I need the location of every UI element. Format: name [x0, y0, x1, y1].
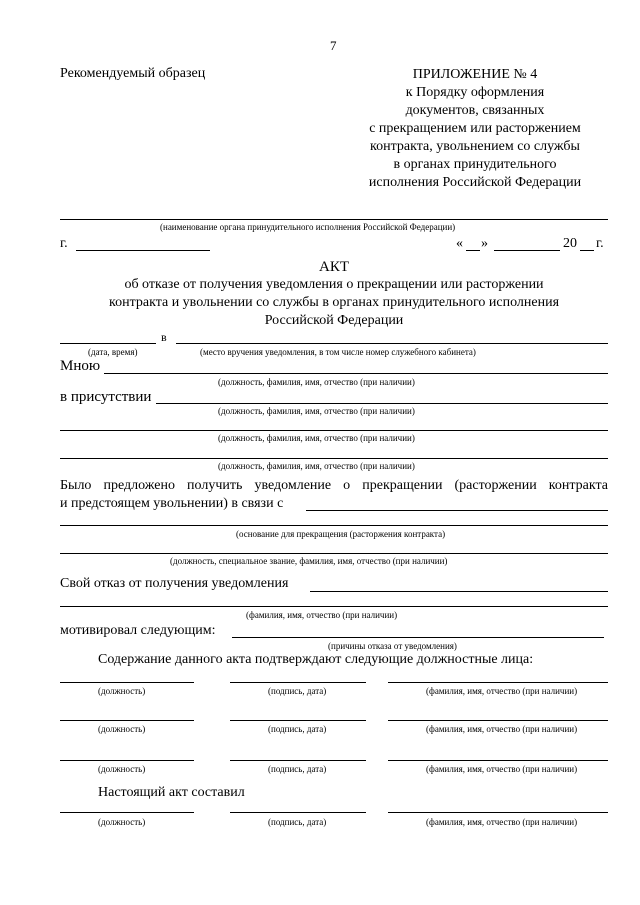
date-time-caption: (дата, время)	[88, 347, 138, 357]
appendix-line: ПРИЛОЖЕНИЕ № 4	[412, 67, 538, 82]
position-caption: (должность)	[98, 817, 146, 827]
month-field-line[interactable]	[494, 250, 560, 251]
signature-caption: (подпись, дата)	[268, 817, 327, 827]
official-field-line[interactable]	[60, 553, 608, 554]
reason-field-line[interactable]	[306, 510, 608, 511]
reasons-caption: (причины отказа от уведомления)	[328, 641, 457, 651]
appendix-line: исполнения Российской Федерации	[368, 175, 582, 190]
motivated-field-line[interactable]	[232, 637, 604, 638]
confirm-label: Содержание данного акта подтверждают следующие должностные лица:	[98, 652, 534, 667]
position-caption: (должность)	[98, 724, 146, 734]
fio-field-line[interactable]	[388, 760, 608, 761]
appendix-line: в органах принудительного	[393, 157, 557, 172]
act-title-line: об отказе от получения уведомления о прекращении или расторжении	[124, 277, 544, 292]
signature-field-line[interactable]	[230, 760, 366, 761]
presence-caption: (должность, фамилия, имя, отчество (при наличии)	[218, 406, 415, 416]
fio-caption: (фамилия, имя, отчество (при наличии)	[426, 817, 578, 827]
offered-line-2: и предстоящем увольнении) в связи с	[60, 496, 284, 511]
act-title	[60, 258, 608, 330]
act-title-line: Российской Федерации	[264, 313, 404, 328]
presence-field-line-2[interactable]	[60, 430, 608, 431]
signature-caption: (подпись, дата)	[268, 686, 327, 696]
fio-caption: (фамилия, имя, отчество (при наличии)	[426, 764, 578, 774]
refusal-label: Свой отказ от получения уведомления	[60, 576, 289, 591]
position-field-line[interactable]	[60, 682, 194, 683]
org-caption: (наименование органа принудительного исполнения Российской Федерации)	[160, 222, 456, 232]
me-caption: (должность, фамилия, имя, отчество (при наличии)	[218, 377, 415, 387]
position-caption: (должность)	[98, 764, 146, 774]
position-field-line[interactable]	[60, 720, 194, 721]
compiled-label: Настоящий акт составил	[98, 785, 245, 800]
offered-line-1: Было предложено получить уведомление о прекращении (расторжении контракта	[60, 478, 608, 493]
refusal-field-line[interactable]	[310, 591, 608, 592]
city-field-line[interactable]	[76, 250, 210, 251]
presence-field-line[interactable]	[156, 403, 608, 404]
fio-field-line[interactable]	[388, 812, 608, 813]
fio-field-line[interactable]	[388, 682, 608, 683]
place-field-line[interactable]	[176, 343, 608, 344]
year-suffix: г.	[596, 236, 604, 251]
act-title-main: АКТ	[319, 259, 349, 275]
signature-caption: (подпись, дата)	[268, 724, 327, 734]
signature-caption: (подпись, дата)	[268, 764, 327, 774]
refusal-caption: (фамилия, имя, отчество (при наличии)	[246, 610, 398, 620]
day-field-line[interactable]	[466, 250, 480, 251]
date-time-field-line[interactable]	[60, 343, 156, 344]
presence-caption-3: (должность, фамилия, имя, отчество (при наличии)	[218, 461, 415, 471]
presence-field-line-3[interactable]	[60, 458, 608, 459]
place-caption: (место вручения уведомления, в том числе номер служебного кабинета)	[200, 347, 476, 357]
basis-field-line[interactable]	[60, 525, 608, 526]
fio-caption: (фамилия, имя, отчество (при наличии)	[426, 724, 578, 734]
signature-field-line[interactable]	[230, 682, 366, 683]
motivated-label: мотивировал следующим:	[60, 623, 216, 638]
official-caption: (должность, специальное звание, фамилия, имя, отчество (при наличии)	[170, 556, 448, 566]
year-prefix: 20	[563, 236, 577, 251]
fio-field-line[interactable]	[388, 720, 608, 721]
appendix-block	[340, 66, 610, 192]
appendix-line: контракта, увольнением со службы	[370, 139, 580, 154]
sample-label: Рекомендуемый образец	[60, 66, 206, 81]
position-field-line[interactable]	[60, 760, 194, 761]
refusal-name-line[interactable]	[60, 606, 608, 607]
act-title-line: контракта и увольнении со службы в органах принудительного исполнения	[108, 295, 560, 310]
page-number: 7	[330, 38, 337, 53]
presence-label: в присутствии	[60, 389, 152, 405]
me-field-line[interactable]	[104, 373, 608, 374]
org-name-line[interactable]	[60, 219, 608, 220]
date-open-quote: «	[456, 236, 463, 251]
position-field-line[interactable]	[60, 812, 194, 813]
me-label: Мною	[60, 358, 101, 374]
signature-field-line[interactable]	[230, 812, 366, 813]
basis-caption: (основание для прекращения (расторжения контракта)	[236, 529, 446, 539]
position-caption: (должность)	[98, 686, 146, 696]
in-word: в	[161, 330, 167, 344]
appendix-line: к Порядку оформления	[405, 85, 545, 100]
appendix-line: с прекращением или расторжением	[369, 121, 581, 136]
year-field-line[interactable]	[580, 250, 594, 251]
date-close-quote: »	[481, 236, 488, 251]
signature-field-line[interactable]	[230, 720, 366, 721]
appendix-line: документов, связанных	[405, 103, 545, 118]
city-prefix: г.	[60, 236, 68, 251]
fio-caption: (фамилия, имя, отчество (при наличии)	[426, 686, 578, 696]
presence-caption-2: (должность, фамилия, имя, отчество (при наличии)	[218, 433, 415, 443]
